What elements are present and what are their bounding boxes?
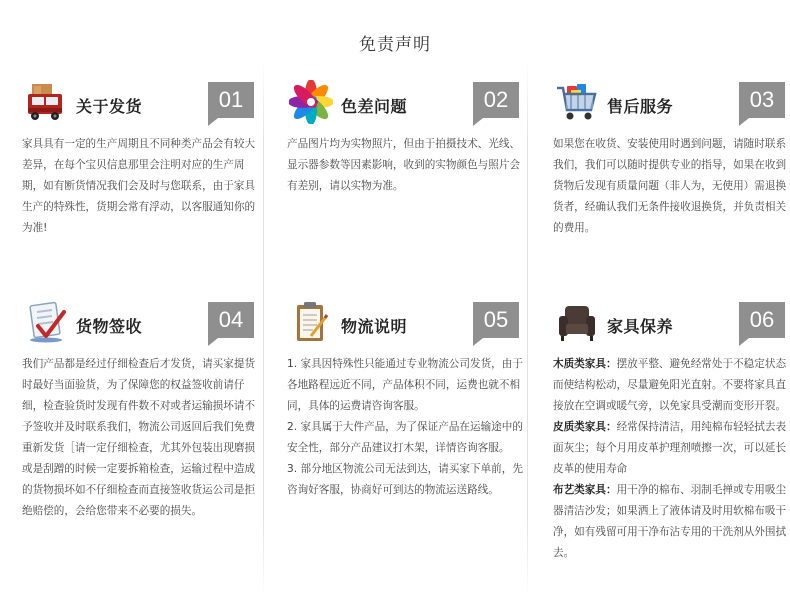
care-text: 用干净的棉布、羽制毛掸或专用吸尘器清洁沙发；如果洒上了液体请及时用软棉布吸干净，如有残留可用干净布沾专用的干洗剂从外围拭去。 bbox=[553, 484, 787, 559]
care-text: 经常保持清洁，用纯棉布轻轻拭去表面灰尘；每个月用皮革护理剂喷擦一次，可以延长皮革的使用寿命 bbox=[553, 421, 787, 475]
care-label: 皮质类家具： bbox=[553, 421, 617, 433]
card-number-badge: 06 bbox=[739, 302, 785, 338]
card-title: 售后服务 bbox=[607, 97, 674, 116]
care-text: 摆放平整、避免经常处于不稳定状态而使结构松动，尽量避免阳光直射。不要将家具直接放在空调或暖气旁，以免家具受潮而变形开裂。 bbox=[553, 358, 787, 412]
card-after-sales bbox=[553, 72, 790, 239]
armchair-icon bbox=[555, 300, 599, 344]
card-text: 我们产品都是经过仔细检查后才发货，请买家提货时最好当面验货，为了保障您的权益签收前请仔细，检查验货时发现有件数不对或者运输损坏请不予签收并及时联系我们，物流公司返回后我们免费重新发货［请一定仔细检查，尤其外包装出现磨损或是刮蹭的时候一定要拆箱检查，运输过程中造成的货物损坏如不仔细检查而直接签收货运公司是拒绝赔偿的，会给您带来不必要的损失。 bbox=[22, 358, 256, 517]
card-title: 关于发货 bbox=[76, 97, 143, 116]
card-furniture-care bbox=[553, 292, 790, 564]
card-shipping bbox=[22, 72, 260, 239]
column-divider-left bbox=[263, 60, 264, 600]
card-text: 产品图片均为实物照片，但由于拍摄技术、光线、显示器参数等因素影响，收到的实物颜色与照片会有差别，请以实物为准。 bbox=[287, 138, 521, 192]
checklist-icon bbox=[24, 300, 68, 344]
page-title: 免责声明 bbox=[359, 35, 431, 55]
delivery-truck-icon bbox=[24, 80, 68, 124]
card-number-badge: 01 bbox=[208, 82, 254, 118]
care-label: 木质类家具： bbox=[553, 358, 617, 370]
card-color-difference bbox=[287, 72, 525, 197]
color-wheel-icon bbox=[289, 80, 333, 124]
column-divider-right bbox=[527, 60, 528, 600]
clipboard-icon bbox=[289, 300, 333, 344]
care-item-fabric bbox=[553, 480, 790, 564]
card-title: 物流说明 bbox=[341, 317, 408, 336]
card-number-badge: 02 bbox=[473, 82, 519, 118]
card-text: 家具具有一定的生产周期且不同种类产品会有较大差异，在每个宝贝信息那里会注明对应的生产周期，如有断货情况我们会及时与您联系，由于家具生产的特殊性，货期会常有浮动，以客服通知你的为准! bbox=[22, 138, 256, 234]
card-logistics bbox=[287, 292, 525, 501]
card-number-badge: 04 bbox=[208, 302, 254, 338]
care-item-wood bbox=[553, 354, 790, 417]
card-text bbox=[553, 354, 790, 564]
care-item-leather bbox=[553, 417, 790, 480]
card-title: 家具保养 bbox=[607, 317, 674, 336]
card-title: 货物签收 bbox=[76, 317, 143, 336]
card-number-badge: 03 bbox=[739, 82, 785, 118]
card-title: 色差问题 bbox=[341, 97, 408, 116]
card-receipt-signing bbox=[22, 292, 260, 522]
card-number-badge: 05 bbox=[473, 302, 519, 338]
card-text: 如果您在收货、安装使用时遇到问题，请随时联系我们，我们可以随时提供专业的指导，如果在收到货物后发现有质量问题（非人为，无使用）需退换货者，经确认我们无条件接收退换货，并负责相关的费用。 bbox=[553, 138, 787, 234]
card-text: 1. 家具因特殊性只能通过专业物流公司发货，由于各地路程远近不同，产品体积不同，运费也就不相同，具体的运费请咨询客服。 2. 家具属于大件产品，为了保证产品在运输途中的安全性，部分产品建议打木架，详情咨询客服。 3. 部分地区物流公司无法到达，请买家下单前，先咨询好客服，协商好可到达的物流运送路线。 bbox=[287, 358, 523, 496]
shopping-cart-icon bbox=[555, 80, 599, 124]
care-label: 布艺类家具： bbox=[553, 484, 617, 496]
